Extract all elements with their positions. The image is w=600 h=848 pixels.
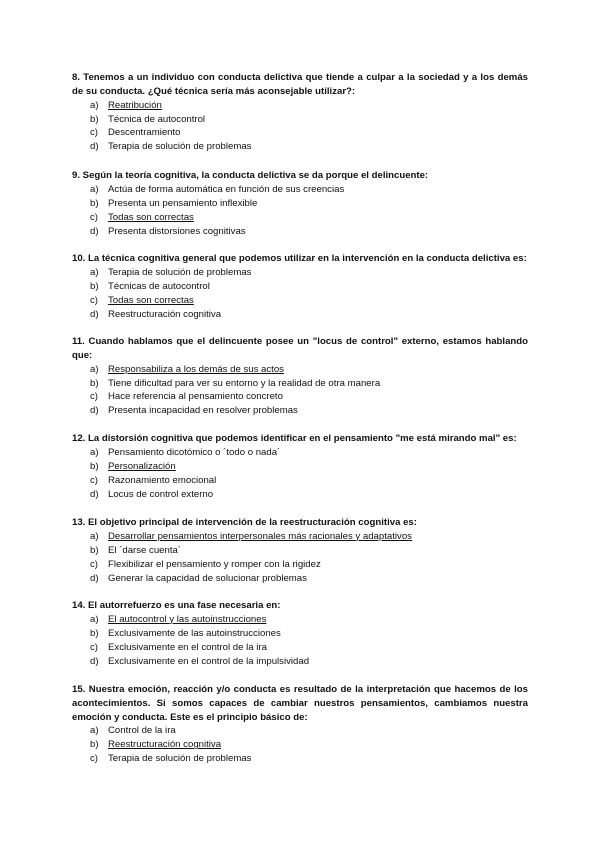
option-text: Locus de control externo: [108, 488, 214, 500]
option-list: [72, 183, 528, 239]
option-c: c) Descentramiento: [90, 127, 181, 139]
option-list: [72, 530, 528, 586]
option-text: Desarrollar pensamientos interpersonales más racionales y adaptativos: [108, 530, 412, 542]
option-list: [72, 613, 528, 669]
option-list: [72, 446, 528, 502]
option-list: [72, 99, 528, 155]
option-c: c) Exclusivamente en el control de la ira: [90, 641, 267, 653]
question-title: 14. El autorrefuerzo es una fase necesaria en:: [72, 600, 281, 611]
option-c: c) Todas son correctas: [90, 294, 194, 306]
option-a: a) Responsabiliza a los demás de sus actos: [90, 363, 284, 375]
question-13: [72, 516, 528, 585]
option-a: a) Desarrollar pensamientos interpersonales más racionales y adaptativos: [90, 530, 412, 542]
option-text: Tiene dificultad para ver su entorno y la realidad de otra manera: [108, 377, 381, 389]
option-text: Todas son correctas: [108, 294, 194, 306]
option-text: Técnicas de autocontrol: [108, 280, 210, 292]
option-b: b) Técnica de autocontrol: [90, 113, 206, 125]
option-text: Pensamiento dicotómico o ´todo o nada´: [108, 446, 281, 458]
option-text: Terapia de solución de problemas: [108, 266, 252, 278]
option-text: Exclusivamente en el control de la impulsividad: [108, 655, 310, 667]
option-text: El ´darse cuenta´: [108, 544, 182, 556]
option-b: b) Exclusivamente de las autoinstrucciones: [90, 627, 281, 639]
option-text: El autocontrol y las autoinstrucciones: [108, 613, 267, 625]
option-d: d) Reestructuración cognitiva: [90, 308, 222, 320]
option-list: [72, 266, 528, 322]
option-c: c) Flexibilizar el pensamiento y romper con la rigidez: [90, 558, 321, 570]
option-c: c) Todas son correctas: [90, 211, 194, 223]
option-text: Razonamiento emocional: [108, 474, 217, 486]
option-b: b) Reestructuración cognitiva: [90, 739, 222, 751]
option-a: a) Reatribución: [90, 99, 162, 111]
question-12: [72, 432, 528, 501]
option-d: d) Locus de control externo: [90, 488, 214, 500]
option-b: b) Técnicas de autocontrol: [90, 280, 210, 292]
option-text: Exclusivamente en el control de la ira: [108, 641, 267, 653]
option-b: b) Presenta un pensamiento inflexible: [90, 197, 258, 209]
option-d: d) Presenta incapacidad en resolver problemas: [90, 405, 298, 417]
option-text: Exclusivamente de las autoinstrucciones: [108, 627, 281, 639]
option-text: Generar la capacidad de solucionar problemas: [108, 572, 307, 584]
option-d: d) Presenta distorsiones cognitivas: [90, 225, 246, 237]
question-10: [72, 252, 528, 321]
question-title: 12. La distorsión cognitiva que podemos identificar en el pensamiento "me está mirando mal" es:: [72, 433, 517, 444]
option-text: Presenta distorsiones cognitivas: [108, 225, 246, 237]
option-c: c) Razonamiento emocional: [90, 474, 217, 486]
option-text: Personalización: [108, 460, 176, 472]
question-title: 8. Tenemos a un individuo con conducta delictiva que tiende a culpar a la sociedad y a los demás de su conducta. ¿Qué técnica sería más aconsejable utilizar?:: [72, 72, 528, 97]
option-b: b) Personalización: [90, 460, 176, 472]
option-list: [72, 363, 528, 419]
question-title: 11. Cuando hablamos que el delincuente posee un "locus de control" externo, estamos hablando que:: [72, 336, 528, 361]
option-text: Terapia de solución de problemas: [108, 753, 252, 765]
option-list: [72, 724, 528, 766]
option-text: Control de la ira: [108, 725, 176, 737]
option-a: a) El autocontrol y las autoinstrucciones: [90, 613, 267, 625]
option-text: Presenta incapacidad en resolver problemas: [108, 405, 298, 417]
option-a: a) Control de la ira: [90, 725, 176, 737]
option-a: a) Actúa de forma automática en función de sus creencias: [90, 183, 345, 195]
question-title: 13. El objetivo principal de intervención de la reestructuración cognitiva es:: [72, 517, 417, 528]
option-text: Responsabiliza a los demás de sus actos: [108, 363, 284, 375]
option-text: Descentramiento: [108, 127, 181, 139]
option-text: Flexibilizar el pensamiento y romper con la rigidez: [108, 558, 321, 570]
option-text: Presenta un pensamiento inflexible: [108, 197, 258, 209]
option-text: Reatribución: [108, 99, 162, 111]
question-15: [72, 683, 528, 766]
option-text: Todas son correctas: [108, 211, 194, 223]
option-b: b) Tiene dificultad para ver su entorno y la realidad de otra manera: [90, 377, 381, 389]
question-14: [72, 599, 528, 668]
question-title: 9. Según la teoría cognitiva, la conducta delictiva se da porque el delincuente:: [72, 170, 429, 181]
option-a: a) Pensamiento dicotómico o ´todo o nada´: [90, 446, 281, 458]
option-a: a) Terapia de solución de problemas: [90, 266, 252, 278]
question-9: [72, 169, 528, 238]
option-text: Reestructuración cognitiva: [108, 308, 222, 320]
option-b: b) El ´darse cuenta´: [90, 544, 182, 556]
option-text: Actúa de forma automática en función de sus creencias: [108, 183, 345, 195]
option-text: Hace referencia al pensamiento concreto: [108, 391, 283, 403]
option-d: d) Exclusivamente en el control de la impulsividad: [90, 655, 310, 667]
question-title: 10. La técnica cognitiva general que podemos utilizar en la intervención en la conducta delictiva es:: [72, 253, 527, 264]
option-c: c) Terapia de solución de problemas: [90, 753, 252, 765]
option-c: c) Hace referencia al pensamiento concreto: [90, 391, 283, 403]
option-text: Terapia de solución de problemas: [108, 141, 252, 153]
question-11: [72, 335, 528, 418]
option-text: Reestructuración cognitiva: [108, 739, 222, 751]
question-title: 15. Nuestra emoción, reacción y/o conducta es resultado de la interpretación que hacemos de los acontecimientos. Si somos capaces de cambiar nuestros pensamientos, cambiamos nuestra emoción y conducta. Este es el principio básico de:: [72, 684, 528, 723]
option-text: Técnica de autocontrol: [108, 113, 206, 125]
option-d: d) Generar la capacidad de solucionar problemas: [90, 572, 307, 584]
option-d: d) Terapia de solución de problemas: [90, 141, 252, 153]
question-8: [72, 71, 528, 154]
